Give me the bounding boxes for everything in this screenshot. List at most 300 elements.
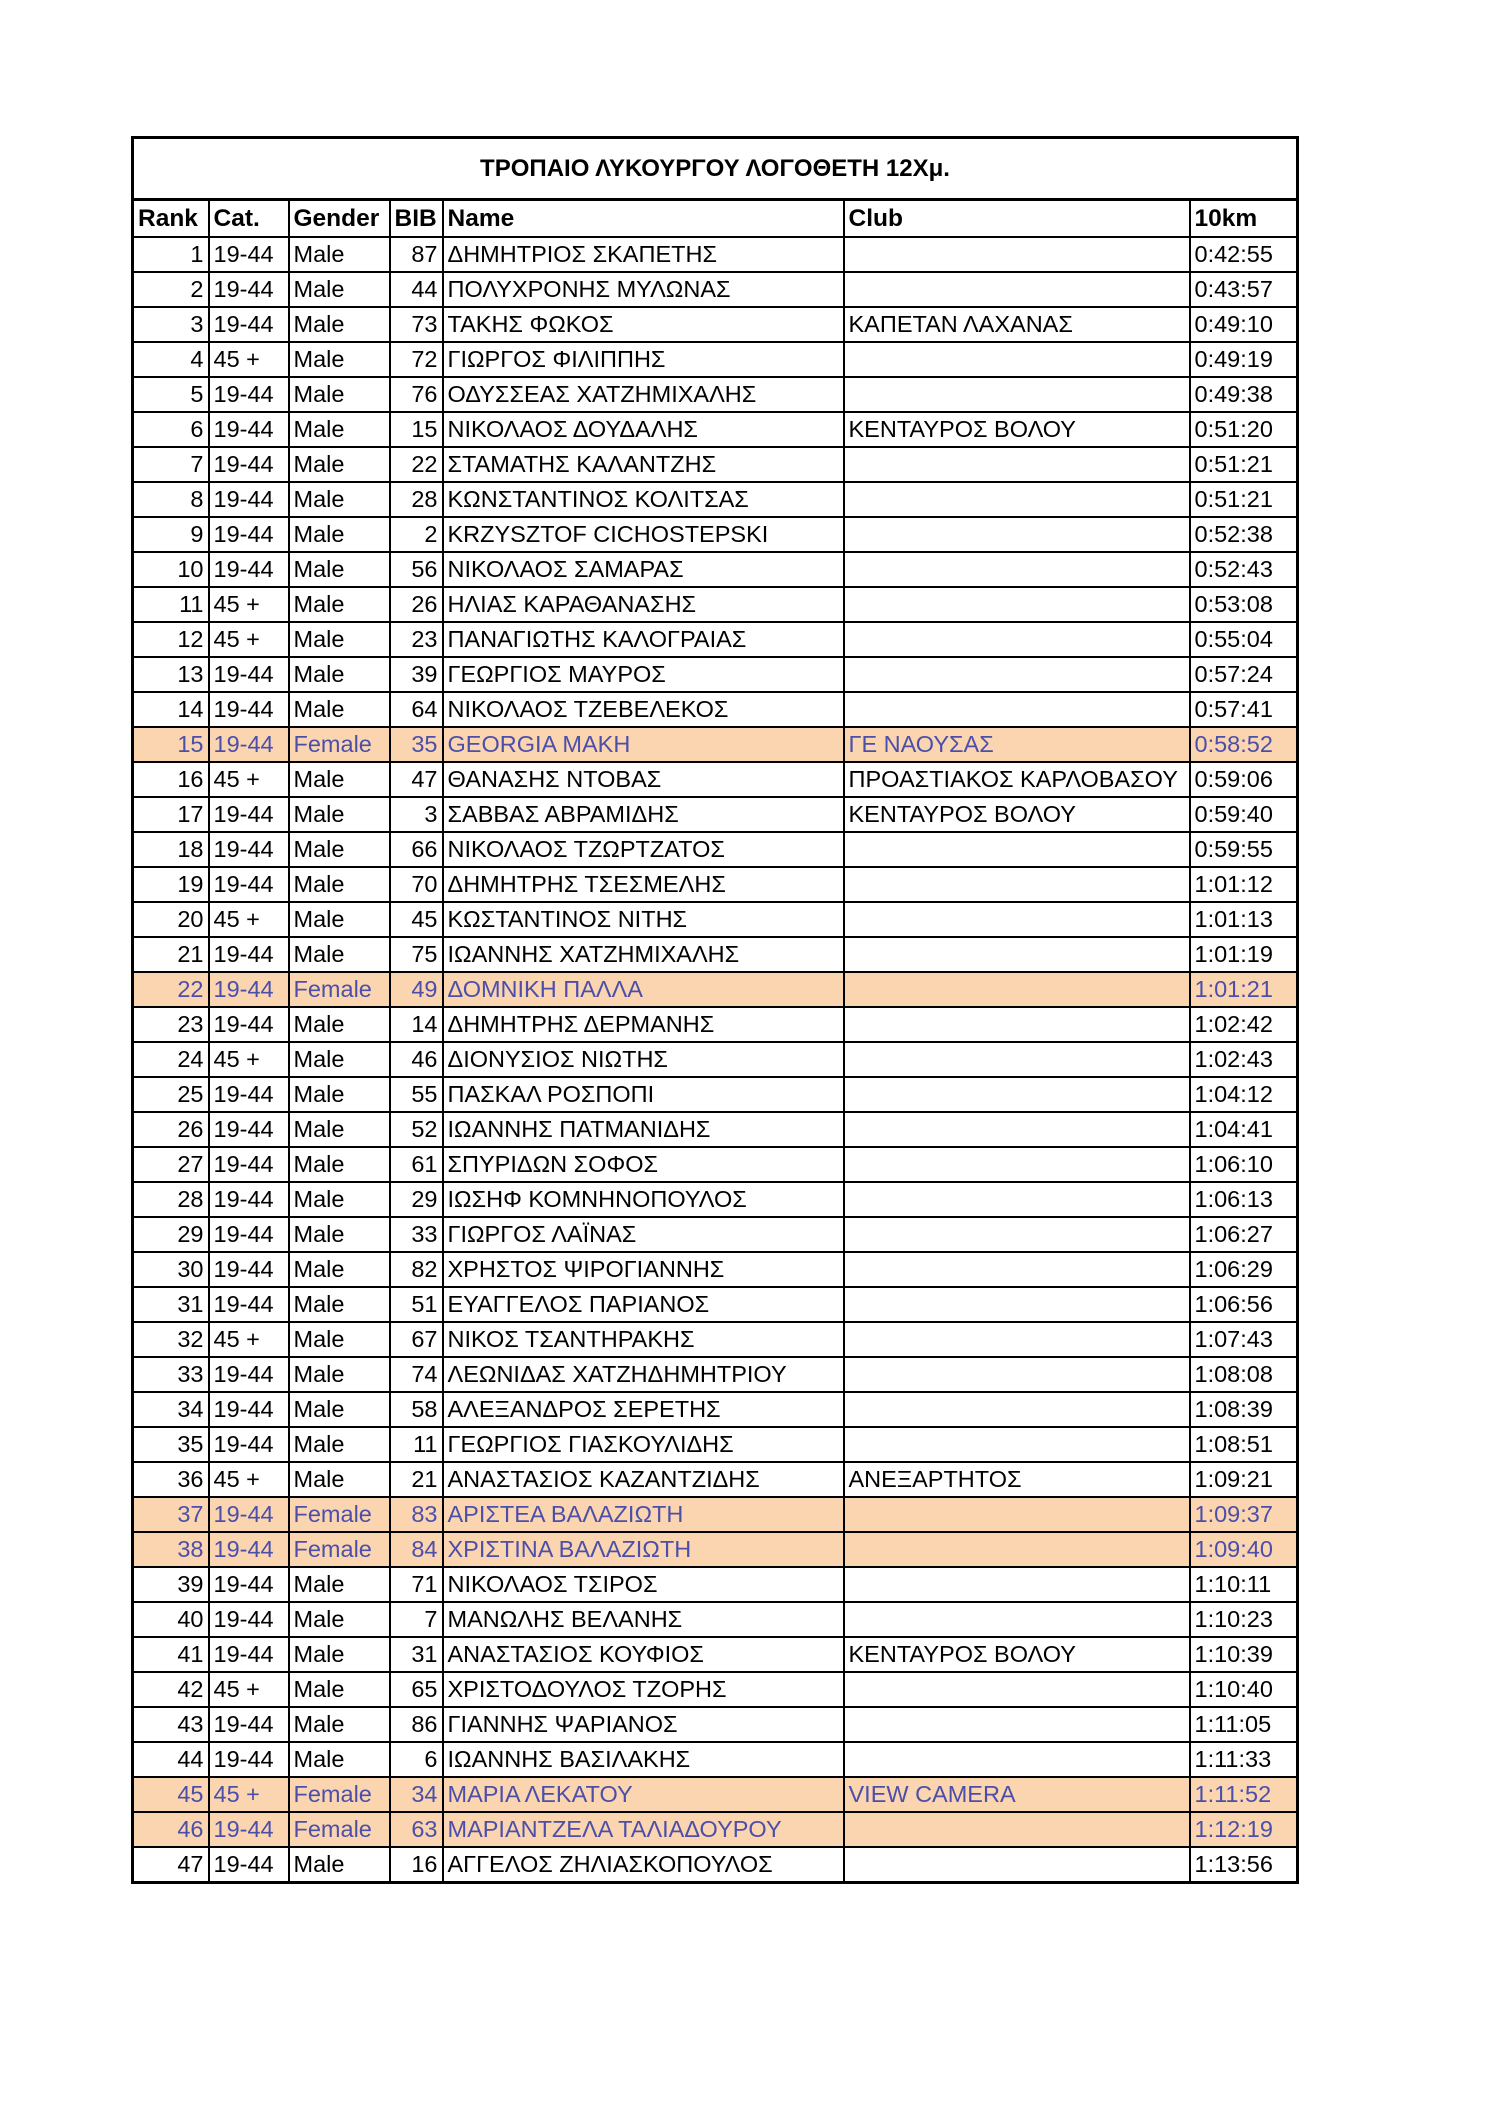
table-row bbox=[133, 937, 1298, 972]
cell-time: 1:01:12 bbox=[1190, 867, 1298, 902]
cell-club bbox=[844, 972, 1190, 1007]
cell-rank: 15 bbox=[133, 727, 209, 762]
cell-bib: 31 bbox=[390, 1637, 443, 1672]
cell-rank: 40 bbox=[133, 1602, 209, 1637]
table-row bbox=[133, 622, 1298, 657]
table-row bbox=[133, 377, 1298, 412]
cell-gender: Female bbox=[289, 727, 390, 762]
cell-bib: 55 bbox=[390, 1077, 443, 1112]
cell-gender: Male bbox=[289, 692, 390, 727]
race-title: ΤΡΟΠΑΙΟ ΛΥΚΟΥΡΓΟΥ ΛΟΓΟΘΕΤΗ 12Χμ. bbox=[133, 138, 1298, 200]
cell-gender: Male bbox=[289, 657, 390, 692]
cell-name: ΣΤΑΜΑΤΗΣ ΚΑΛΑΝΤΖΗΣ bbox=[443, 447, 844, 482]
cell-club bbox=[844, 657, 1190, 692]
cell-name: ΛΕΩΝΙΔΑΣ ΧΑΤΖΗΔΗΜΗΤΡΙΟΥ bbox=[443, 1357, 844, 1392]
cell-time: 1:06:29 bbox=[1190, 1252, 1298, 1287]
cell-bib: 67 bbox=[390, 1322, 443, 1357]
cell-time: 1:10:40 bbox=[1190, 1672, 1298, 1707]
cell-category: 19-44 bbox=[209, 237, 289, 272]
cell-name: ΙΩΣΗΦ ΚΟΜΝΗΝΟΠΟΥΛΟΣ bbox=[443, 1182, 844, 1217]
cell-name: ΓΙΑΝΝΗΣ ΨΑΡΙΑΝΟΣ bbox=[443, 1707, 844, 1742]
cell-gender: Male bbox=[289, 1567, 390, 1602]
cell-club bbox=[844, 1847, 1190, 1883]
cell-name: ΕΥΑΓΓΕΛΟΣ ΠΑΡΙΑΝΟΣ bbox=[443, 1287, 844, 1322]
cell-club bbox=[844, 1567, 1190, 1602]
cell-gender: Male bbox=[289, 412, 390, 447]
cell-bib: 15 bbox=[390, 412, 443, 447]
cell-gender: Male bbox=[289, 1007, 390, 1042]
cell-bib: 76 bbox=[390, 377, 443, 412]
cell-club bbox=[844, 1497, 1190, 1532]
cell-time: 0:57:24 bbox=[1190, 657, 1298, 692]
cell-club bbox=[844, 1427, 1190, 1462]
table-row bbox=[133, 482, 1298, 517]
cell-rank: 46 bbox=[133, 1812, 209, 1847]
cell-time: 0:59:06 bbox=[1190, 762, 1298, 797]
cell-bib: 35 bbox=[390, 727, 443, 762]
cell-time: 1:07:43 bbox=[1190, 1322, 1298, 1357]
cell-gender: Male bbox=[289, 937, 390, 972]
cell-bib: 7 bbox=[390, 1602, 443, 1637]
cell-club bbox=[844, 1287, 1190, 1322]
cell-name: ΤΑΚΗΣ ΦΩΚΟΣ bbox=[443, 307, 844, 342]
cell-time: 0:49:38 bbox=[1190, 377, 1298, 412]
cell-club bbox=[844, 1392, 1190, 1427]
cell-gender: Male bbox=[289, 1217, 390, 1252]
cell-gender: Male bbox=[289, 1637, 390, 1672]
cell-club bbox=[844, 1042, 1190, 1077]
table-row bbox=[133, 1567, 1298, 1602]
cell-bib: 45 bbox=[390, 902, 443, 937]
cell-gender: Male bbox=[289, 342, 390, 377]
cell-rank: 27 bbox=[133, 1147, 209, 1182]
cell-time: 1:04:12 bbox=[1190, 1077, 1298, 1112]
cell-category: 19-44 bbox=[209, 552, 289, 587]
cell-category: 19-44 bbox=[209, 1112, 289, 1147]
cell-name: ΠΟΛΥΧΡΟΝΗΣ ΜΥΛΩΝΑΣ bbox=[443, 272, 844, 307]
cell-category: 19-44 bbox=[209, 1147, 289, 1182]
cell-rank: 22 bbox=[133, 972, 209, 1007]
cell-category: 19-44 bbox=[209, 1427, 289, 1462]
cell-rank: 21 bbox=[133, 937, 209, 972]
cell-time: 1:06:10 bbox=[1190, 1147, 1298, 1182]
cell-gender: Female bbox=[289, 1777, 390, 1812]
cell-category: 19-44 bbox=[209, 1357, 289, 1392]
cell-bib: 26 bbox=[390, 587, 443, 622]
cell-gender: Male bbox=[289, 482, 390, 517]
cell-club: ΚΑΠΕΤΑΝ ΛΑΧΑΝΑΣ bbox=[844, 307, 1190, 342]
cell-gender: Male bbox=[289, 517, 390, 552]
cell-gender: Male bbox=[289, 797, 390, 832]
cell-time: 1:08:08 bbox=[1190, 1357, 1298, 1392]
cell-bib: 21 bbox=[390, 1462, 443, 1497]
cell-time: 0:58:52 bbox=[1190, 727, 1298, 762]
cell-rank: 11 bbox=[133, 587, 209, 622]
table-row bbox=[133, 1532, 1298, 1567]
table-row bbox=[133, 587, 1298, 622]
cell-bib: 22 bbox=[390, 447, 443, 482]
header-row bbox=[133, 200, 1298, 238]
cell-bib: 2 bbox=[390, 517, 443, 552]
cell-name: ΚΩΣΤΑΝΤΙΝΟΣ ΝΙΤΗΣ bbox=[443, 902, 844, 937]
cell-rank: 31 bbox=[133, 1287, 209, 1322]
table-row bbox=[133, 1427, 1298, 1462]
cell-category: 45 + bbox=[209, 1777, 289, 1812]
cell-category: 19-44 bbox=[209, 1812, 289, 1847]
header-gender: Gender bbox=[289, 200, 390, 238]
cell-club bbox=[844, 1707, 1190, 1742]
cell-bib: 28 bbox=[390, 482, 443, 517]
cell-name: ΔΟΜΝΙΚΗ ΠΑΛΛΑ bbox=[443, 972, 844, 1007]
cell-club bbox=[844, 1322, 1190, 1357]
cell-gender: Male bbox=[289, 1742, 390, 1777]
cell-name: ΙΩΑΝΝΗΣ ΒΑΣΙΛΑΚΗΣ bbox=[443, 1742, 844, 1777]
cell-bib: 87 bbox=[390, 237, 443, 272]
cell-gender: Female bbox=[289, 972, 390, 1007]
cell-category: 45 + bbox=[209, 1042, 289, 1077]
cell-gender: Male bbox=[289, 272, 390, 307]
table-row bbox=[133, 832, 1298, 867]
table-row bbox=[133, 1147, 1298, 1182]
cell-club bbox=[844, 1532, 1190, 1567]
cell-rank: 45 bbox=[133, 1777, 209, 1812]
cell-time: 1:12:19 bbox=[1190, 1812, 1298, 1847]
cell-gender: Male bbox=[289, 1322, 390, 1357]
cell-rank: 43 bbox=[133, 1707, 209, 1742]
cell-rank: 12 bbox=[133, 622, 209, 657]
cell-name: ΗΛΙΑΣ ΚΑΡΑΘΑΝΑΣΗΣ bbox=[443, 587, 844, 622]
cell-bib: 34 bbox=[390, 1777, 443, 1812]
table-row bbox=[133, 237, 1298, 272]
cell-gender: Male bbox=[289, 1287, 390, 1322]
cell-club: ΑΝΕΞΑΡΤΗΤΟΣ bbox=[844, 1462, 1190, 1497]
table-row bbox=[133, 762, 1298, 797]
cell-bib: 65 bbox=[390, 1672, 443, 1707]
table-row bbox=[133, 1847, 1298, 1883]
cell-club bbox=[844, 622, 1190, 657]
table-row bbox=[133, 1777, 1298, 1812]
cell-time: 1:02:42 bbox=[1190, 1007, 1298, 1042]
cell-gender: Male bbox=[289, 1147, 390, 1182]
cell-gender: Male bbox=[289, 1252, 390, 1287]
cell-bib: 58 bbox=[390, 1392, 443, 1427]
cell-category: 19-44 bbox=[209, 937, 289, 972]
cell-rank: 33 bbox=[133, 1357, 209, 1392]
table-row bbox=[133, 1112, 1298, 1147]
cell-name: ΘΑΝΑΣΗΣ ΝΤΟΒΑΣ bbox=[443, 762, 844, 797]
cell-rank: 8 bbox=[133, 482, 209, 517]
cell-name: ΓΕΩΡΓΙΟΣ ΓΙΑΣΚΟΥΛΙΔΗΣ bbox=[443, 1427, 844, 1462]
cell-rank: 41 bbox=[133, 1637, 209, 1672]
cell-time: 0:49:19 bbox=[1190, 342, 1298, 377]
cell-category: 19-44 bbox=[209, 447, 289, 482]
cell-rank: 35 bbox=[133, 1427, 209, 1462]
cell-name: ΓΙΩΡΓΟΣ ΛΑΪΝΑΣ bbox=[443, 1217, 844, 1252]
cell-bib: 44 bbox=[390, 272, 443, 307]
cell-club bbox=[844, 1147, 1190, 1182]
cell-category: 45 + bbox=[209, 587, 289, 622]
cell-club bbox=[844, 1357, 1190, 1392]
table-row bbox=[133, 1812, 1298, 1847]
cell-category: 45 + bbox=[209, 902, 289, 937]
cell-time: 1:11:05 bbox=[1190, 1707, 1298, 1742]
cell-club bbox=[844, 1007, 1190, 1042]
table-row bbox=[133, 727, 1298, 762]
cell-time: 1:08:39 bbox=[1190, 1392, 1298, 1427]
cell-name: ΙΩΑΝΝΗΣ ΠΑΤΜΑΝΙΔΗΣ bbox=[443, 1112, 844, 1147]
cell-time: 1:01:13 bbox=[1190, 902, 1298, 937]
cell-rank: 18 bbox=[133, 832, 209, 867]
cell-gender: Male bbox=[289, 1707, 390, 1742]
cell-time: 0:59:40 bbox=[1190, 797, 1298, 832]
cell-name: ΜΑΡΙΑΝΤΖΕΛΑ ΤΑΛΙΑΔΟΥΡΟΥ bbox=[443, 1812, 844, 1847]
cell-name: ΑΡΙΣΤΕΑ ΒΑΛΑΖΙΩΤΗ bbox=[443, 1497, 844, 1532]
table-row bbox=[133, 902, 1298, 937]
cell-time: 0:52:43 bbox=[1190, 552, 1298, 587]
cell-name: ΑΝΑΣΤΑΣΙΟΣ ΚΟΥΦΙΟΣ bbox=[443, 1637, 844, 1672]
cell-category: 19-44 bbox=[209, 727, 289, 762]
cell-time: 0:55:04 bbox=[1190, 622, 1298, 657]
cell-time: 1:02:43 bbox=[1190, 1042, 1298, 1077]
cell-time: 0:51:21 bbox=[1190, 447, 1298, 482]
table-row bbox=[133, 797, 1298, 832]
cell-category: 19-44 bbox=[209, 1182, 289, 1217]
cell-rank: 26 bbox=[133, 1112, 209, 1147]
cell-time: 0:59:55 bbox=[1190, 832, 1298, 867]
cell-time: 1:10:39 bbox=[1190, 1637, 1298, 1672]
cell-name: ΚΩΝΣΤΑΝΤΙΝΟΣ ΚΟΛΙΤΣΑΣ bbox=[443, 482, 844, 517]
table-row bbox=[133, 657, 1298, 692]
cell-category: 45 + bbox=[209, 622, 289, 657]
cell-category: 19-44 bbox=[209, 1567, 289, 1602]
table-row bbox=[133, 552, 1298, 587]
table-row bbox=[133, 1042, 1298, 1077]
cell-rank: 10 bbox=[133, 552, 209, 587]
cell-name: ΣΑΒΒΑΣ ΑΒΡΑΜΙΔΗΣ bbox=[443, 797, 844, 832]
cell-club bbox=[844, 552, 1190, 587]
cell-category: 19-44 bbox=[209, 1287, 289, 1322]
cell-bib: 14 bbox=[390, 1007, 443, 1042]
cell-bib: 11 bbox=[390, 1427, 443, 1462]
cell-gender: Female bbox=[289, 1497, 390, 1532]
cell-name: ΝΙΚΟΛΑΟΣ ΤΖΕΒΕΛΕΚΟΣ bbox=[443, 692, 844, 727]
cell-rank: 36 bbox=[133, 1462, 209, 1497]
cell-name: KRZYSZTOF CICHOSTEPSKI bbox=[443, 517, 844, 552]
cell-club bbox=[844, 832, 1190, 867]
cell-rank: 7 bbox=[133, 447, 209, 482]
cell-club bbox=[844, 447, 1190, 482]
cell-category: 19-44 bbox=[209, 1847, 289, 1883]
cell-name: ΝΙΚΟΛΑΟΣ ΤΖΩΡΤΖΑΤΟΣ bbox=[443, 832, 844, 867]
cell-bib: 72 bbox=[390, 342, 443, 377]
cell-category: 45 + bbox=[209, 1462, 289, 1497]
cell-gender: Female bbox=[289, 1812, 390, 1847]
table-row bbox=[133, 342, 1298, 377]
cell-bib: 51 bbox=[390, 1287, 443, 1322]
table-row bbox=[133, 1637, 1298, 1672]
cell-rank: 20 bbox=[133, 902, 209, 937]
cell-name: ΠΑΝΑΓΙΩΤΗΣ ΚΑΛΟΓΡΑΙΑΣ bbox=[443, 622, 844, 657]
table-row bbox=[133, 1707, 1298, 1742]
title-row bbox=[133, 138, 1298, 200]
cell-bib: 29 bbox=[390, 1182, 443, 1217]
cell-gender: Male bbox=[289, 902, 390, 937]
table-row bbox=[133, 972, 1298, 1007]
cell-club bbox=[844, 587, 1190, 622]
cell-club bbox=[844, 342, 1190, 377]
cell-rank: 30 bbox=[133, 1252, 209, 1287]
table-row bbox=[133, 1497, 1298, 1532]
cell-time: 1:09:40 bbox=[1190, 1532, 1298, 1567]
cell-gender: Male bbox=[289, 377, 390, 412]
cell-club bbox=[844, 272, 1190, 307]
cell-time: 0:42:55 bbox=[1190, 237, 1298, 272]
table-row bbox=[133, 307, 1298, 342]
cell-club bbox=[844, 937, 1190, 972]
cell-club bbox=[844, 902, 1190, 937]
cell-name: ΝΙΚΟΛΑΟΣ ΔΟΥΔΑΛΗΣ bbox=[443, 412, 844, 447]
table-row bbox=[133, 447, 1298, 482]
table-row bbox=[133, 1077, 1298, 1112]
cell-club bbox=[844, 377, 1190, 412]
cell-rank: 28 bbox=[133, 1182, 209, 1217]
cell-time: 1:13:56 bbox=[1190, 1847, 1298, 1883]
cell-club bbox=[844, 1602, 1190, 1637]
cell-gender: Male bbox=[289, 237, 390, 272]
cell-name: ΝΙΚΟΛΑΟΣ ΤΣΙΡΟΣ bbox=[443, 1567, 844, 1602]
table-row bbox=[133, 412, 1298, 447]
cell-rank: 16 bbox=[133, 762, 209, 797]
cell-category: 45 + bbox=[209, 762, 289, 797]
cell-bib: 82 bbox=[390, 1252, 443, 1287]
table-row bbox=[133, 517, 1298, 552]
cell-club bbox=[844, 517, 1190, 552]
cell-gender: Male bbox=[289, 1182, 390, 1217]
cell-bib: 39 bbox=[390, 657, 443, 692]
header-time: 10km bbox=[1190, 200, 1298, 238]
cell-time: 1:08:51 bbox=[1190, 1427, 1298, 1462]
cell-time: 1:11:33 bbox=[1190, 1742, 1298, 1777]
cell-name: ΟΔΥΣΣΕΑΣ ΧΑΤΖΗΜΙΧΑΛΗΣ bbox=[443, 377, 844, 412]
cell-name: ΠΑΣΚΑΛ ΡΟΣΠΟΠΙ bbox=[443, 1077, 844, 1112]
cell-gender: Male bbox=[289, 1462, 390, 1497]
cell-rank: 17 bbox=[133, 797, 209, 832]
cell-name: ΔΗΜΗΤΡΗΣ ΔΕΡΜΑΝΗΣ bbox=[443, 1007, 844, 1042]
cell-club bbox=[844, 237, 1190, 272]
table-row bbox=[133, 1602, 1298, 1637]
cell-gender: Male bbox=[289, 1392, 390, 1427]
cell-club bbox=[844, 867, 1190, 902]
table-row bbox=[133, 1217, 1298, 1252]
results-sheet bbox=[131, 136, 1296, 1884]
cell-name: ΓΕΩΡΓΙΟΣ ΜΑΥΡΟΣ bbox=[443, 657, 844, 692]
cell-club bbox=[844, 1217, 1190, 1252]
cell-category: 19-44 bbox=[209, 1497, 289, 1532]
cell-category: 19-44 bbox=[209, 272, 289, 307]
cell-bib: 3 bbox=[390, 797, 443, 832]
cell-gender: Male bbox=[289, 867, 390, 902]
cell-time: 1:09:21 bbox=[1190, 1462, 1298, 1497]
cell-name: ΓΙΩΡΓΟΣ ΦΙΛΙΠΠΗΣ bbox=[443, 342, 844, 377]
cell-rank: 47 bbox=[133, 1847, 209, 1883]
cell-name: ΧΡΙΣΤΟΔΟΥΛΟΣ ΤΖΟΡΗΣ bbox=[443, 1672, 844, 1707]
cell-rank: 9 bbox=[133, 517, 209, 552]
cell-category: 19-44 bbox=[209, 1532, 289, 1567]
cell-rank: 14 bbox=[133, 692, 209, 727]
cell-rank: 39 bbox=[133, 1567, 209, 1602]
cell-category: 19-44 bbox=[209, 1602, 289, 1637]
cell-club: VIEW CAMERA bbox=[844, 1777, 1190, 1812]
header-name: Name bbox=[443, 200, 844, 238]
table-row bbox=[133, 867, 1298, 902]
cell-category: 19-44 bbox=[209, 517, 289, 552]
cell-category: 19-44 bbox=[209, 412, 289, 447]
cell-bib: 74 bbox=[390, 1357, 443, 1392]
cell-bib: 47 bbox=[390, 762, 443, 797]
cell-gender: Male bbox=[289, 1042, 390, 1077]
cell-category: 19-44 bbox=[209, 377, 289, 412]
cell-gender: Male bbox=[289, 1357, 390, 1392]
cell-category: 19-44 bbox=[209, 1077, 289, 1112]
cell-category: 19-44 bbox=[209, 1742, 289, 1777]
header-bib: BIB bbox=[390, 200, 443, 238]
table-row bbox=[133, 1672, 1298, 1707]
cell-gender: Male bbox=[289, 762, 390, 797]
cell-name: ΜΑΡΙΑ ΛΕΚΑΤΟΥ bbox=[443, 1777, 844, 1812]
cell-club bbox=[844, 1077, 1190, 1112]
cell-category: 19-44 bbox=[209, 307, 289, 342]
table-row bbox=[133, 1392, 1298, 1427]
cell-bib: 49 bbox=[390, 972, 443, 1007]
cell-name: GEORGIA ΜΑΚΗ bbox=[443, 727, 844, 762]
cell-bib: 6 bbox=[390, 1742, 443, 1777]
cell-name: ΔΙΟΝΥΣΙΟΣ ΝΙΩΤΗΣ bbox=[443, 1042, 844, 1077]
cell-category: 19-44 bbox=[209, 832, 289, 867]
header-category: Cat. bbox=[209, 200, 289, 238]
cell-gender: Male bbox=[289, 1112, 390, 1147]
cell-name: ΙΩΑΝΝΗΣ ΧΑΤΖΗΜΙΧΑΛΗΣ bbox=[443, 937, 844, 972]
table-row bbox=[133, 692, 1298, 727]
cell-name: ΝΙΚΟΛΑΟΣ ΣΑΜΑΡΑΣ bbox=[443, 552, 844, 587]
cell-name: ΔΗΜΗΤΡΙΟΣ ΣΚΑΠΕΤΗΣ bbox=[443, 237, 844, 272]
cell-time: 1:06:56 bbox=[1190, 1287, 1298, 1322]
cell-time: 0:49:10 bbox=[1190, 307, 1298, 342]
cell-time: 1:01:21 bbox=[1190, 972, 1298, 1007]
cell-name: ΝΙΚΟΣ ΤΣΑΝΤΗΡΑΚΗΣ bbox=[443, 1322, 844, 1357]
cell-bib: 66 bbox=[390, 832, 443, 867]
cell-bib: 84 bbox=[390, 1532, 443, 1567]
cell-time: 1:10:23 bbox=[1190, 1602, 1298, 1637]
cell-category: 45 + bbox=[209, 1672, 289, 1707]
cell-bib: 46 bbox=[390, 1042, 443, 1077]
cell-club: ΓΕ ΝΑΟΥΣΑΣ bbox=[844, 727, 1190, 762]
cell-gender: Male bbox=[289, 307, 390, 342]
cell-bib: 33 bbox=[390, 1217, 443, 1252]
cell-gender: Male bbox=[289, 447, 390, 482]
cell-club: ΠΡΟΑΣΤΙΑΚΟΣ ΚΑΡΛΟΒΑΣΟΥ bbox=[844, 762, 1190, 797]
cell-time: 0:43:57 bbox=[1190, 272, 1298, 307]
cell-bib: 73 bbox=[390, 307, 443, 342]
cell-category: 19-44 bbox=[209, 1217, 289, 1252]
cell-category: 19-44 bbox=[209, 972, 289, 1007]
table-row bbox=[133, 1252, 1298, 1287]
cell-time: 1:11:52 bbox=[1190, 1777, 1298, 1812]
cell-club bbox=[844, 1112, 1190, 1147]
cell-category: 19-44 bbox=[209, 1252, 289, 1287]
cell-bib: 75 bbox=[390, 937, 443, 972]
cell-name: ΜΑΝΩΛΗΣ ΒΕΛΑΝΗΣ bbox=[443, 1602, 844, 1637]
cell-category: 19-44 bbox=[209, 657, 289, 692]
